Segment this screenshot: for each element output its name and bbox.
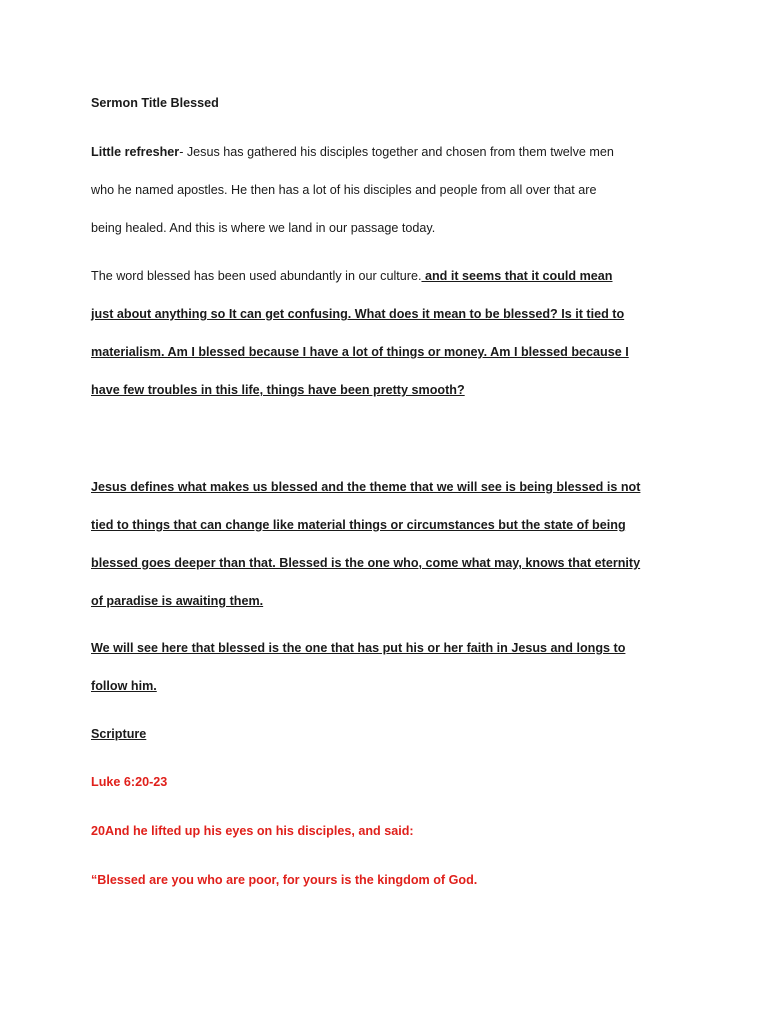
paragraph-2-line-3: materialism. Am I blessed because I have a lot of things or money. Am I blessed because I bbox=[91, 345, 629, 359]
sermon-title: Sermon Title Blessed bbox=[91, 96, 219, 110]
refresher-line-2: who he named apostles. He then has a lot of his disciples and people from all over that are bbox=[91, 183, 597, 197]
paragraph-2-line-2: just about anything so It can get confusing. What does it mean to be blessed? Is it tied to bbox=[91, 307, 625, 321]
paragraph-3-line-4: of paradise is awaiting them. bbox=[91, 594, 264, 608]
paragraph-4-line-2: follow him. bbox=[91, 679, 157, 693]
refresher-label: Little refresher bbox=[91, 145, 180, 159]
paragraph-2-bold: and it seems that it could mean bbox=[421, 269, 613, 283]
scripture-heading: Scripture bbox=[91, 727, 147, 741]
refresher-line-1 bbox=[91, 144, 614, 160]
paragraph-4-line-1: We will see here that blessed is the one that has put his or her faith in Jesus and longs to bbox=[91, 641, 626, 655]
paragraph-2-plain: The word blessed has been used abundantly in our culture. bbox=[91, 269, 422, 283]
scripture-reference: Luke 6:20-23 bbox=[91, 775, 168, 789]
paragraph-2-line-4: have few troubles in this life, things have been pretty smooth? bbox=[91, 383, 465, 397]
refresher-line-3: being healed. And this is where we land in our passage today. bbox=[91, 221, 436, 235]
paragraph-3-line-2: tied to things that can change like material things or circumstances but the state of being bbox=[91, 518, 626, 532]
verse-blessed-poor: “Blessed are you who are poor, for yours is the kingdom of God. bbox=[91, 873, 478, 887]
refresher-text-1: - Jesus has gathered his disciples together and chosen from them twelve men bbox=[179, 145, 614, 159]
paragraph-3-line-1: Jesus defines what makes us blessed and the theme that we will see is being blessed is not bbox=[91, 480, 641, 494]
paragraph-3-line-3: blessed goes deeper than that. Blessed is the one who, come what may, knows that eternity bbox=[91, 556, 641, 570]
verse-20: 20And he lifted up his eyes on his disciples, and said: bbox=[91, 824, 414, 838]
paragraph-2-line-1 bbox=[91, 268, 613, 284]
